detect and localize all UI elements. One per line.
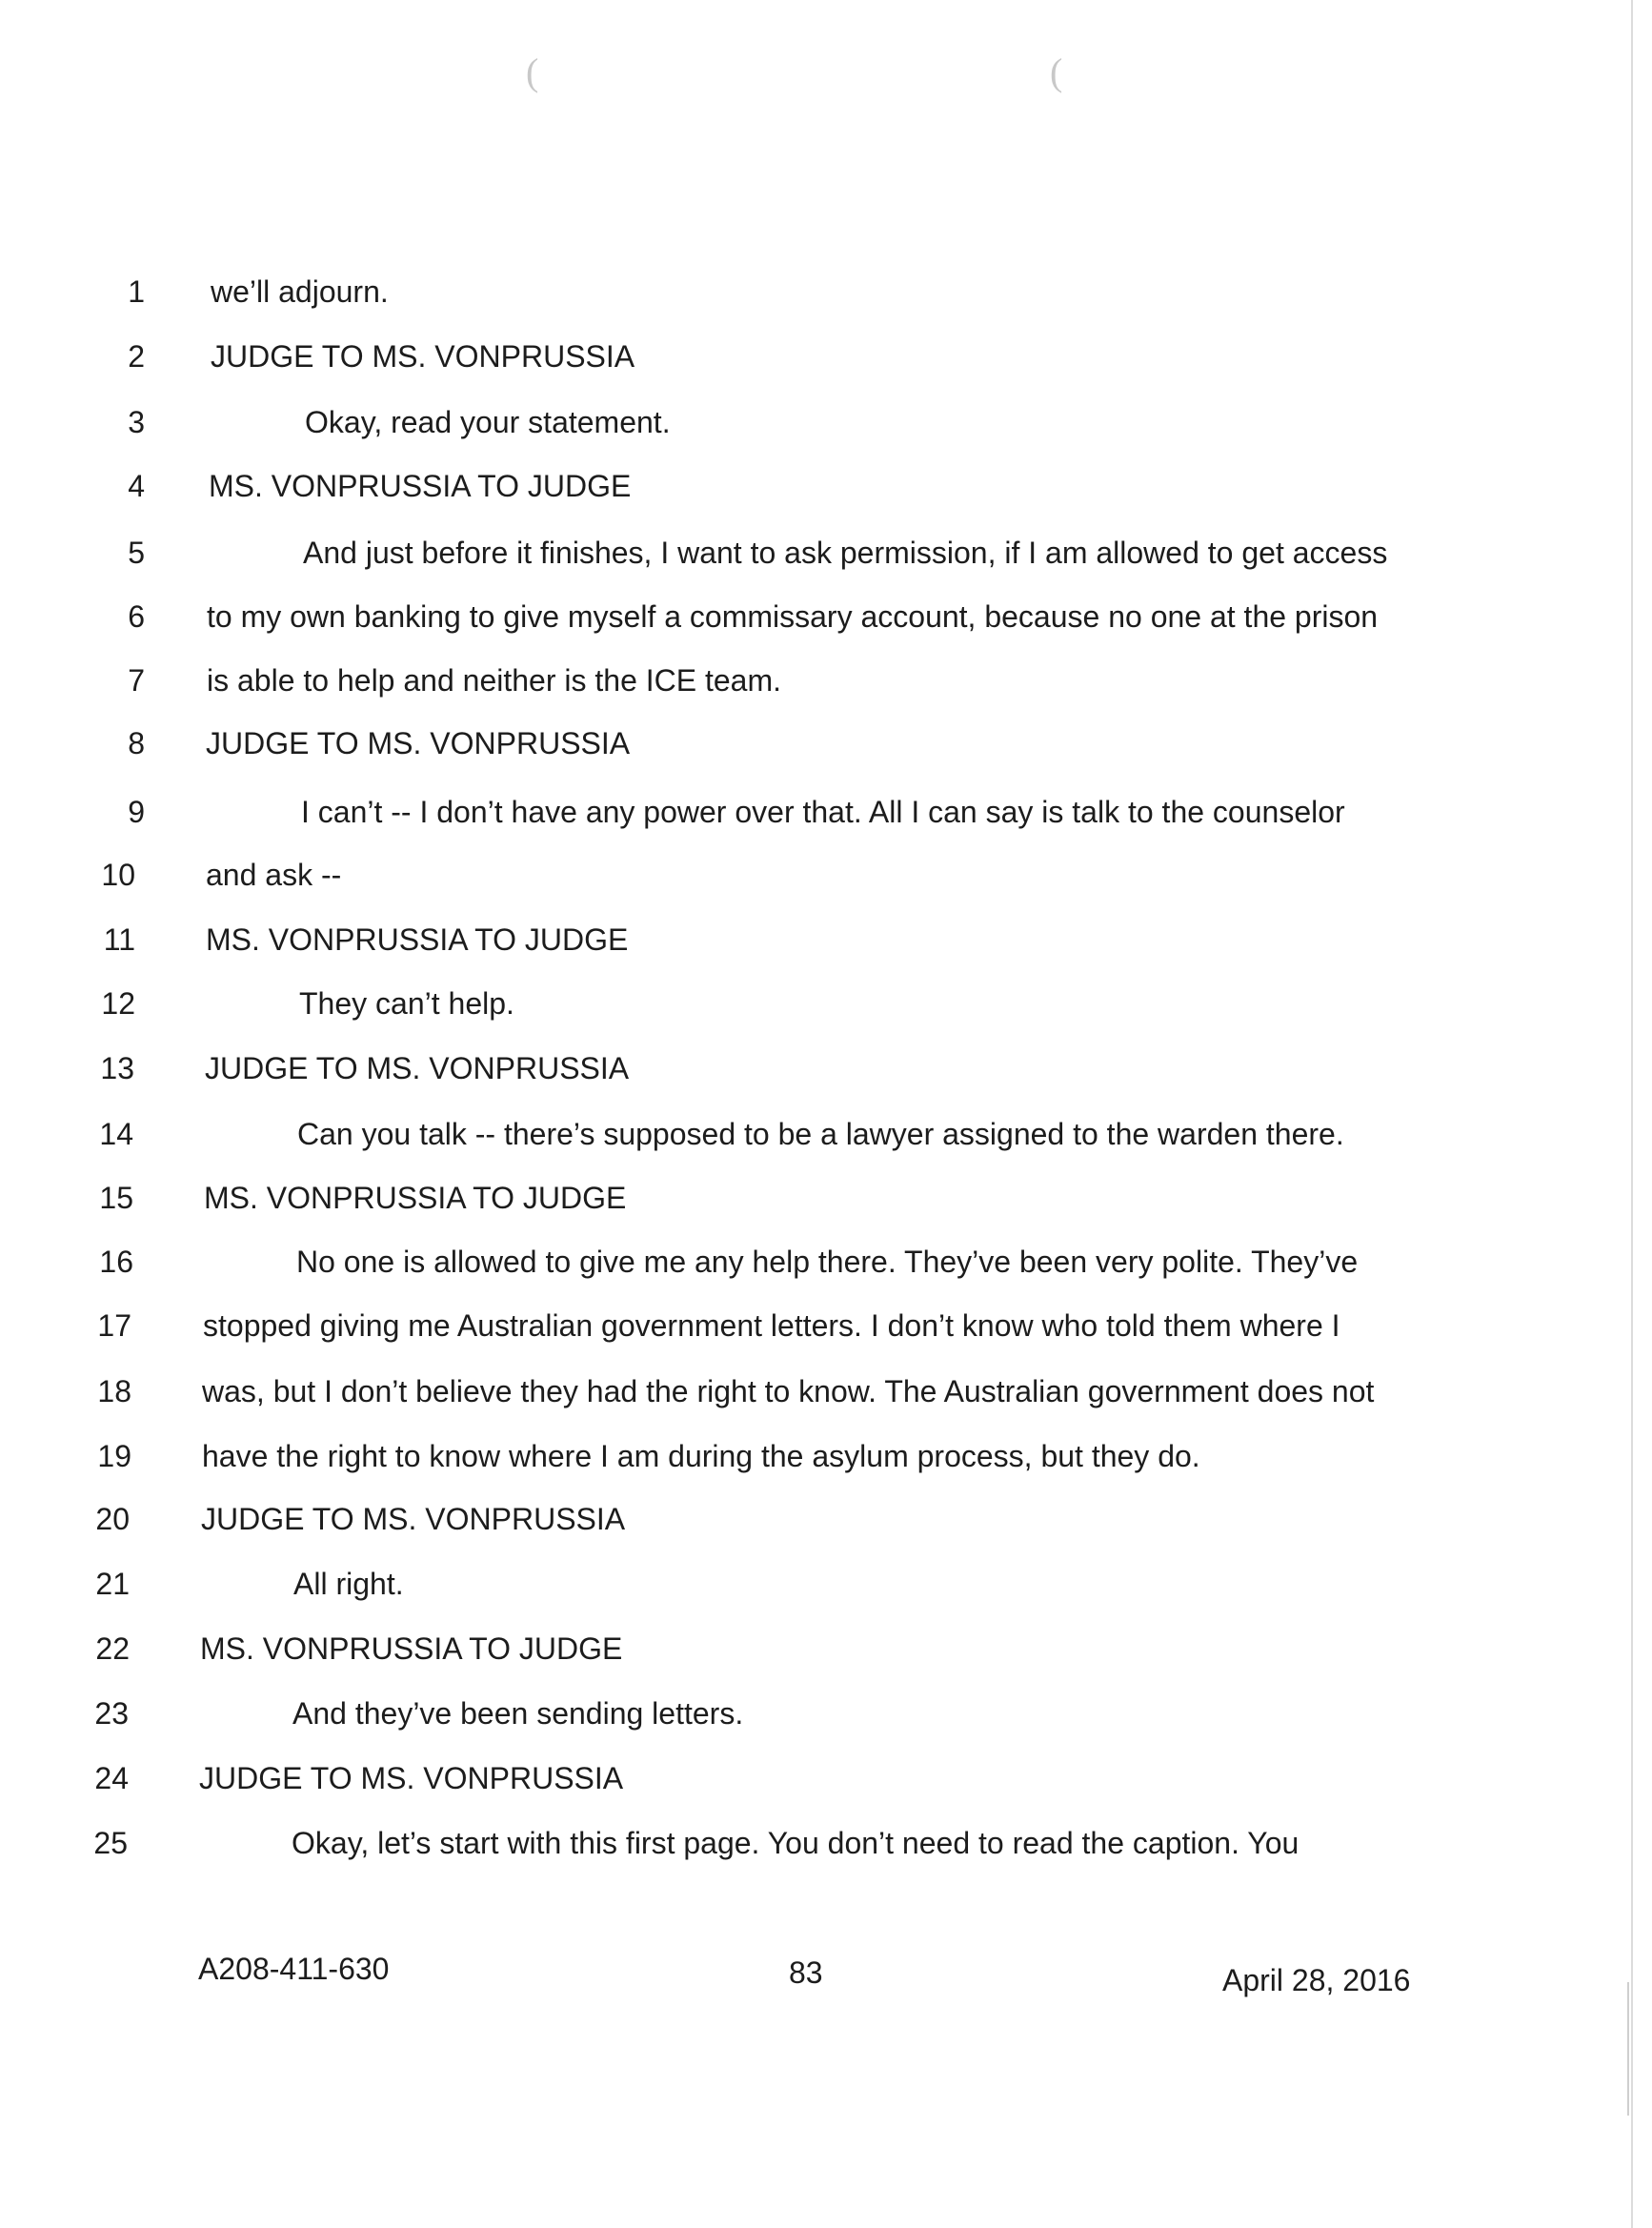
line-text: was, but I don’t believe they had the right to know. The Australian government does not — [202, 1374, 1375, 1408]
line-number: 25 — [93, 1826, 128, 1860]
line-text: and ask -- — [206, 858, 342, 892]
transcript-line — [0, 919, 1524, 961]
line-number: 21 — [95, 1567, 130, 1601]
transcript-line — [0, 1047, 1524, 1089]
transcript-line — [0, 401, 1524, 443]
testimony-text: All right. — [293, 1567, 404, 1601]
transcript-line — [0, 1241, 1524, 1283]
line-number: 9 — [128, 795, 145, 829]
line-text: is able to help and neither is the ICE team. — [207, 663, 782, 698]
line-text: JUDGE TO MS. VONPRUSSIA — [201, 1502, 626, 1536]
line-number: 7 — [128, 663, 145, 698]
line-number: 10 — [101, 858, 135, 892]
line-text: JUDGE TO MS. VONPRUSSIA — [206, 726, 631, 760]
line-number: 18 — [97, 1374, 131, 1408]
transcript-line — [0, 1692, 1524, 1734]
hearing-date: April 28, 2016 — [1222, 1963, 1411, 1997]
line-text: have the right to know where I am during the asylum process, but they do. — [202, 1439, 1200, 1473]
transcript-line — [0, 1113, 1524, 1155]
testimony-text: Okay, let’s start with this first page. You don’t need to read the caption. You — [292, 1826, 1299, 1860]
testimony-text: And just before it finishes, I want to ask permission, if I am allowed to get access — [303, 536, 1388, 570]
transcript-line — [0, 854, 1524, 896]
transcript-line — [0, 465, 1524, 507]
testimony-text: Okay, read your statement. — [305, 405, 671, 439]
transcript-line — [0, 791, 1524, 833]
transcript-line — [0, 1370, 1524, 1412]
transcript-line — [0, 1563, 1524, 1605]
line-text: MS. VONPRUSSIA TO JUDGE — [200, 1631, 623, 1666]
transcript-line — [0, 982, 1524, 1024]
transcript-line — [0, 596, 1524, 638]
transcript-line — [0, 1757, 1524, 1799]
testimony-text: I can’t -- I don’t have any power over that. All I can say is talk to the counselor — [301, 795, 1345, 829]
transcript-line — [0, 1498, 1524, 1540]
testimony-text: No one is allowed to give me any help there. They’ve been very polite. They’ve — [296, 1245, 1359, 1279]
line-number: 17 — [97, 1308, 131, 1343]
line-number: 1 — [128, 274, 145, 309]
line-number: 6 — [128, 599, 145, 634]
page-number: 83 — [789, 1955, 823, 1990]
page-edge — [1631, 0, 1633, 2228]
line-number: 14 — [99, 1117, 133, 1151]
transcript-line — [0, 659, 1524, 701]
line-number: 8 — [128, 726, 145, 760]
testimony-text: They can’t help. — [299, 986, 514, 1021]
line-number: 5 — [128, 536, 145, 570]
line-number: 15 — [99, 1181, 133, 1215]
line-text: MS. VONPRUSSIA TO JUDGE — [204, 1181, 627, 1215]
transcript-line — [0, 1177, 1524, 1219]
scan-mark-right: ( — [1050, 51, 1063, 93]
line-text: stopped giving me Australian government letters. I don’t know who told them where I — [203, 1308, 1340, 1343]
case-number: A208-411-630 — [198, 1952, 390, 1986]
transcript-line — [0, 1435, 1524, 1477]
transcript-line — [0, 1305, 1524, 1347]
testimony-text: Can you talk -- there’s supposed to be a lawyer assigned to the warden there. — [297, 1117, 1344, 1151]
line-text: JUDGE TO MS. VONPRUSSIA — [205, 1051, 630, 1085]
transcript-line — [0, 335, 1524, 377]
line-text: JUDGE TO MS. VONPRUSSIA — [211, 339, 635, 374]
transcript-line — [0, 722, 1524, 764]
line-number: 3 — [128, 405, 145, 439]
testimony-text: And they’ve been sending letters. — [292, 1696, 744, 1731]
transcript-line — [0, 271, 1524, 313]
transcript-line — [0, 1628, 1524, 1670]
line-number: 22 — [95, 1631, 130, 1666]
scan-mark-left: ( — [526, 51, 539, 93]
line-number: 12 — [101, 986, 135, 1021]
line-number: 11 — [103, 922, 135, 957]
line-text: to my own banking to give myself a commissary account, because no one at the prison — [207, 599, 1379, 634]
line-number: 23 — [94, 1696, 129, 1731]
line-number: 24 — [94, 1761, 129, 1795]
line-text: MS. VONPRUSSIA TO JUDGE — [206, 922, 629, 957]
page-edge-shadow — [1627, 1982, 1629, 2116]
transcript-line — [0, 532, 1524, 574]
line-text: JUDGE TO MS. VONPRUSSIA — [199, 1761, 624, 1795]
line-number: 19 — [97, 1439, 131, 1473]
line-number: 4 — [128, 469, 145, 503]
line-text: we’ll adjourn. — [211, 274, 389, 309]
transcript-line — [0, 1822, 1524, 1864]
line-number: 16 — [99, 1245, 133, 1279]
line-text: MS. VONPRUSSIA TO JUDGE — [209, 469, 632, 503]
line-number: 2 — [128, 339, 145, 374]
line-number: 20 — [95, 1502, 130, 1536]
line-number: 13 — [100, 1051, 134, 1085]
